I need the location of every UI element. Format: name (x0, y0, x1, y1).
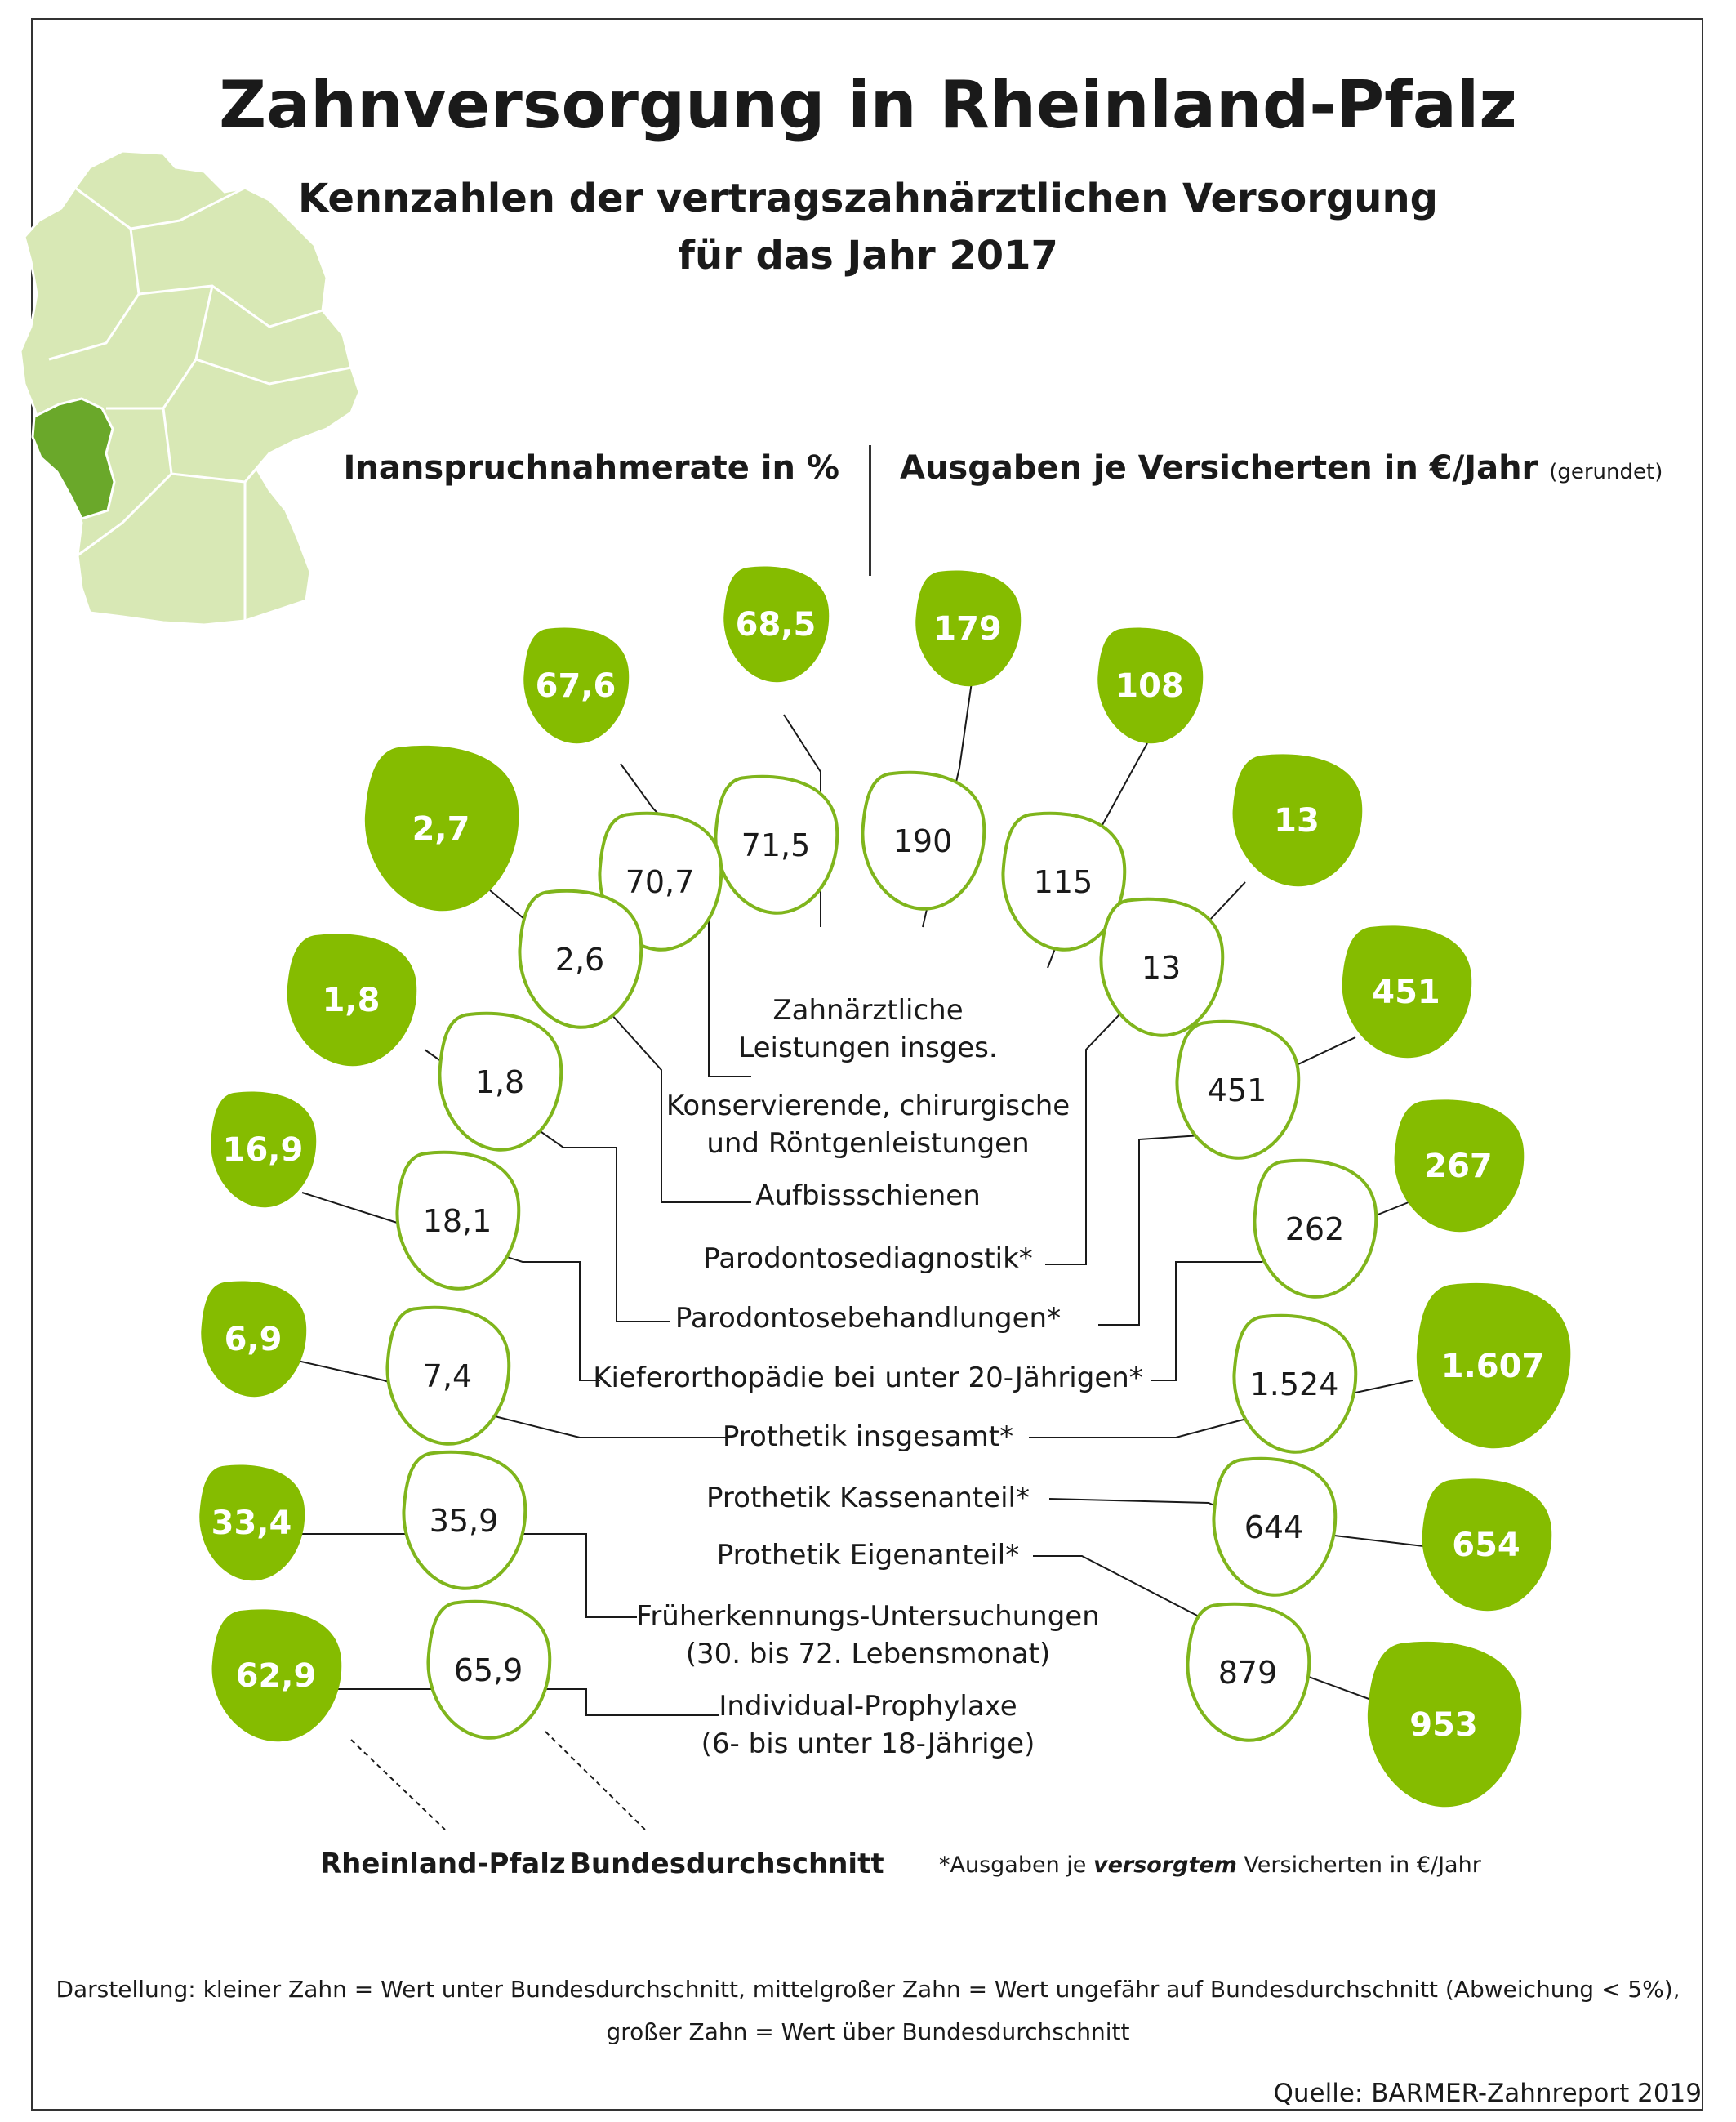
rlp-tooth-right-6-value: 1.607 (1440, 1348, 1545, 1385)
footnote-emphasis: versorgtem (1093, 1852, 1237, 1878)
legend-rheinland-pfalz: Rheinland-Pfalz (320, 1848, 566, 1880)
bund-tooth-right-1 (862, 773, 984, 909)
bund-tooth-left-7-value: 35,9 (429, 1503, 499, 1539)
bund-tooth-right-8 (1187, 1604, 1309, 1741)
category-label-line: Parodontosebehandlungen* (674, 1302, 1062, 1335)
rlp-tooth-left-5-value: 16,9 (222, 1131, 304, 1169)
category-labels (593, 994, 1143, 1760)
bund-tooth-left-3-value: 2,6 (554, 942, 605, 978)
legend-lines (351, 1732, 645, 1830)
bund-tooth-left-2-value: 70,7 (625, 864, 695, 900)
category-label (706, 1482, 1030, 1514)
bund-tooth-right-2-value: 115 (1033, 864, 1093, 900)
rlp-tooth-left-3-value: 2,7 (412, 810, 470, 848)
category-label (701, 1690, 1035, 1760)
category-label-line: Zahnärztliche (772, 994, 964, 1027)
legend-bundesdurchschnitt: Bundesdurchschnitt (570, 1848, 884, 1880)
rlp-tooth-left-3 (365, 746, 519, 911)
legend-line-bund (545, 1732, 645, 1830)
bund-tooth-right-5 (1254, 1161, 1376, 1297)
rlp-tooth-left-7-value: 33,4 (211, 1505, 292, 1542)
category-label (666, 1090, 1070, 1160)
size-explanation (0, 1968, 1736, 2053)
bund-tooth-left-4 (439, 1014, 561, 1150)
rlp-tooth-right-1 (915, 571, 1021, 687)
category-label (755, 1179, 981, 1212)
bund-tooth-left-6-value: 7,4 (422, 1358, 473, 1394)
explanation-line-1: Darstellung: kleiner Zahn = Wert unter Bundesdurchschnitt, mittelgroßer Zahn = Wert ungefähr auf Bundesdurchschnitt (Abweichung < 5%), (56, 1976, 1680, 2003)
category-label (675, 1302, 1061, 1335)
source: Quelle: BARMER-Zahnreport 2019 (1273, 2079, 1702, 2108)
category-label-line: Prothetik Kassenanteil* (706, 1482, 1030, 1514)
rlp-tooth-right-4-value: 451 (1372, 974, 1440, 1011)
rlp-tooth-left-4 (287, 934, 417, 1066)
rlp-tooth-left-1-value: 68,5 (735, 606, 817, 644)
category-label-line: (6- bis unter 18-Jährige) (701, 1727, 1035, 1760)
rlp-tooth-right-2-value: 108 (1115, 667, 1184, 705)
bund-tooth-right-1-value: 190 (892, 823, 953, 859)
bund-tooth-left-8 (428, 1602, 550, 1738)
category-label-line: Prothetik Eigenanteil* (716, 1539, 1020, 1571)
category-label-line: Parodontosediagnostik* (703, 1242, 1033, 1275)
rlp-tooth-right-4 (1342, 925, 1472, 1058)
bund-tooth-right-7-value: 644 (1244, 1509, 1304, 1545)
bund-tooth-right-4 (1177, 1022, 1298, 1158)
right-column-header-note: (gerundet) (1549, 460, 1663, 484)
bund-tooth-left-7 (403, 1452, 525, 1589)
rlp-tooth-right-3-value: 13 (1274, 802, 1320, 840)
bund-tooth-left-5 (397, 1152, 519, 1289)
category-label (593, 1362, 1143, 1394)
rlp-tooth-left-8-value: 62,9 (235, 1657, 317, 1695)
rlp-tooth-left-6-value: 6,9 (224, 1321, 283, 1358)
bund-tooth-left-1 (715, 777, 837, 913)
category-label-line: Leistungen insges. (738, 1032, 998, 1064)
category-label (723, 1420, 1013, 1453)
category-label (636, 1600, 1100, 1670)
category-label-line: Aufbissschienen (755, 1179, 981, 1212)
rlp-tooth-right-7-value: 654 (1452, 1527, 1520, 1564)
bund-tooth-right-4-value: 451 (1207, 1072, 1267, 1108)
bund-tooth-left-8-value: 65,9 (453, 1652, 523, 1688)
category-label-line: Kieferorthopädie bei unter 20-Jährigen* (593, 1362, 1143, 1394)
footnote-prefix: *Ausgaben je (939, 1852, 1093, 1878)
bund-tooth-right-5-value: 262 (1284, 1211, 1345, 1247)
footnote (939, 1852, 1481, 1878)
category-label-line: Individual-Prophylaxe (719, 1690, 1017, 1723)
bund-tooth-right-8-value: 879 (1217, 1655, 1278, 1691)
bund-tooth-left-3 (519, 891, 641, 1028)
legend-line-rlp (351, 1740, 445, 1830)
rlp-tooth-right-5 (1395, 1099, 1525, 1232)
category-label-line: und Röntgenleistungen (706, 1127, 1030, 1160)
rlp-tooth-right-8-value: 953 (1409, 1706, 1478, 1744)
bund-tooth-right-7 (1213, 1459, 1335, 1595)
category-label (738, 994, 997, 1064)
bund-tooth-left-1-value: 71,5 (741, 827, 811, 863)
rlp-tooth-left-5 (211, 1092, 316, 1208)
rlp-tooth-left-4-value: 1,8 (322, 982, 381, 1019)
category-label (717, 1539, 1020, 1571)
rlp-tooth-right-7 (1422, 1478, 1552, 1611)
bund-tooth-right-3-value: 13 (1141, 950, 1182, 986)
category-label-line: (30. bis 72. Lebensmonat) (685, 1638, 1051, 1670)
rlp-tooth-right-5-value: 267 (1424, 1148, 1493, 1185)
category-label-line: Früherkennungs-Untersuchungen (636, 1600, 1100, 1633)
rlp-tooth-right-8 (1368, 1642, 1521, 1807)
bund-tooth-right-3 (1101, 899, 1222, 1036)
main-title: Zahnversorgung in Rheinland-Pfalz (219, 67, 1517, 143)
category-label-line: Konservierende, chirurgische (665, 1090, 1071, 1122)
subtitle-line-2: für das Jahr 2017 (678, 233, 1058, 279)
rlp-tooth-right-3 (1233, 754, 1363, 886)
rlp-tooth-right-1-value: 179 (933, 610, 1002, 648)
rlp-tooth-right-2 (1097, 628, 1203, 744)
footnote-suffix: Versicherten in €/Jahr (1236, 1852, 1481, 1878)
rlp-tooth-left-2-value: 67,6 (535, 667, 617, 705)
bund-tooth-left-5-value: 18,1 (422, 1203, 492, 1239)
rlp-tooth-left-7 (199, 1465, 305, 1581)
bund-tooth-left-6 (387, 1308, 509, 1444)
bund-tooth-left-4-value: 1,8 (474, 1064, 525, 1100)
subtitle-line-1: Kennzahlen der vertragszahnärztlichen Versorgung (297, 176, 1438, 221)
rlp-tooth-left-1 (723, 567, 829, 683)
left-column-header: Inanspruchnahmerate in % (343, 449, 839, 487)
bund-tooth-right-6-value: 1.524 (1249, 1366, 1339, 1402)
category-label-line: Prothetik insgesamt* (722, 1420, 1014, 1453)
rlp-tooth-right-6 (1417, 1283, 1570, 1448)
right-column-header-text: Ausgaben je Versicherten in €/Jahr (900, 449, 1538, 487)
explanation-line-2: großer Zahn = Wert über Bundesdurchschnitt (606, 2018, 1130, 2045)
category-label (703, 1242, 1033, 1275)
bund-tooth-right-6 (1234, 1316, 1355, 1452)
rlp-tooth-left-8 (212, 1609, 342, 1741)
rlp-tooth-left-6 (201, 1282, 306, 1398)
rlp-tooth-left-2 (523, 628, 629, 744)
